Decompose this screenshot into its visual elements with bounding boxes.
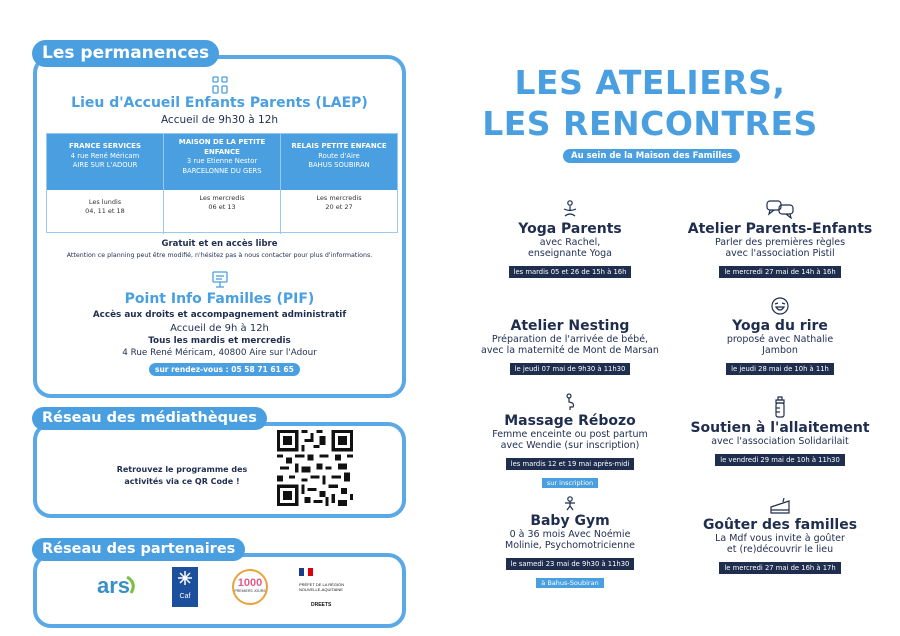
schedule-cell: Les mercredis 06 et 13 <box>164 190 281 234</box>
pif-hours: Accueil de 9h à 12h <box>170 323 269 334</box>
mediatheques-text: Retrouvez le programme des activités via ce QR Code ! <box>116 465 248 486</box>
atelier-gouter-familles: Goûter des familles La Mdf vous invite à goûter et (re)découvrir le lieu le mercredi 27 mai de 16h à 17h <box>680 497 880 574</box>
partenaires-panel <box>33 553 406 628</box>
atelier-massage-rebozo: Massage Rébozo Femme enceinte ou post partum avec Wendie (sur inscription) les mardis 12 et 19 mai après-midi sur inscription <box>470 393 670 489</box>
atelier-yoga-du-rire: Yoga du rire proposé avec Nathalie Jambon le jeudi 28 mai de 10h à 11h <box>680 296 880 375</box>
baby-bottle-icon <box>773 396 787 418</box>
speech-bubbles-icon <box>766 199 794 219</box>
qr-code[interactable] <box>277 430 353 510</box>
laep-hours: Accueil de 9h30 à 12h <box>160 114 279 126</box>
laep-schedule-table <box>46 133 398 233</box>
planning-warning: Attention ce planning peut être modifié, n'hésitez pas à nous contacter pour plus d'informations. <box>66 252 373 259</box>
mille-premiers-jours-logo: 1000 PREMIERS JOURS <box>232 569 268 605</box>
pregnant-icon <box>562 393 578 411</box>
location-france-services: FRANCE SERVICES 4 rue René Méricam AIRE SUR L'ADOUR <box>47 134 164 190</box>
baby-gym-icon <box>562 495 578 511</box>
laep-title: Lieu d'Accueil Enfants Parents (LAEP) <box>71 95 368 111</box>
ars-logo <box>95 571 141 605</box>
schedule-cell: Les lundis 04, 11 et 18 <box>47 190 164 234</box>
mediatheques-panel <box>33 422 406 518</box>
pif-address: 4 Rue René Méricam, 40800 Aire sur l'Adour <box>122 348 317 358</box>
main-title-line1: LES ATELIERS, <box>514 63 786 102</box>
atelier-baby-gym: Baby Gym 0 à 36 mois Avec Noémie Molinie, Psychomotricienne le samedi 23 mai de 9h30 à 11h30 à Bahus-Soubiran <box>470 495 670 589</box>
prefet-dreets-logo: PRÉFET DE LA RÉGION NOUVELLE-AQUITAINE DREETS <box>299 563 353 608</box>
pif-title: Point Info Familles (PIF) <box>124 291 315 307</box>
pif-access: Accès aux droits et accompagnement administratif <box>92 310 347 320</box>
caf-logo: Caf <box>172 567 198 607</box>
atelier-parents-enfants: Atelier Parents-Enfants Parler des premières règles avec l'association Pistil le mercredi 27 mai de 14h à 16h <box>680 199 880 278</box>
atelier-allaitement: Soutien à l'allaitement avec l'association Solidarilait le vendredi 29 mai de 10h à 11h30 <box>680 396 880 466</box>
cake-icon <box>769 497 791 515</box>
location-maison-petite-enfance: MAISON DE LA PETITE ENFANCE 3 rue Etienne Nestor BARCELONNE DU GERS <box>164 134 281 190</box>
mediatheques-title: Réseau des médiathèques <box>32 407 267 430</box>
free-access-text: Gratuit et en accès libre <box>161 239 278 249</box>
main-title-line2: LES RENCONTRES <box>482 104 818 143</box>
location-relais-petite-enfance: RELAIS PETITE ENFANCE Route d'Aire BAHUS SOUBIRAN <box>291 142 387 169</box>
subtitle-badge: Au sein de la Maison des Familles <box>563 149 740 163</box>
laughing-face-icon <box>770 296 790 316</box>
schedule-cell: Les mercredis 20 et 27 <box>316 194 362 211</box>
info-board-icon <box>37 269 402 293</box>
pif-phone-badge[interactable]: sur rendez-vous : 05 58 71 61 65 <box>149 363 300 376</box>
permanences-panel <box>33 55 406 398</box>
atelier-yoga-parents: Yoga Parents avec Rachel, enseignante Yoga les mardis 05 et 26 de 15h à 16h <box>470 199 670 278</box>
partenaires-title: Réseau des partenaires <box>32 538 245 561</box>
atelier-nesting: Atelier Nesting Préparation de l'arrivée de bébé, avec la maternité de Mont de Marsan le jeudi 07 mai de 9h30 à 11h30 <box>481 318 659 373</box>
pif-days: Tous les mardis et mercredis <box>148 336 291 346</box>
yoga-icon <box>560 199 580 219</box>
svg-text:ars: ars <box>97 573 131 598</box>
permanences-title: Les permanences <box>32 40 219 67</box>
